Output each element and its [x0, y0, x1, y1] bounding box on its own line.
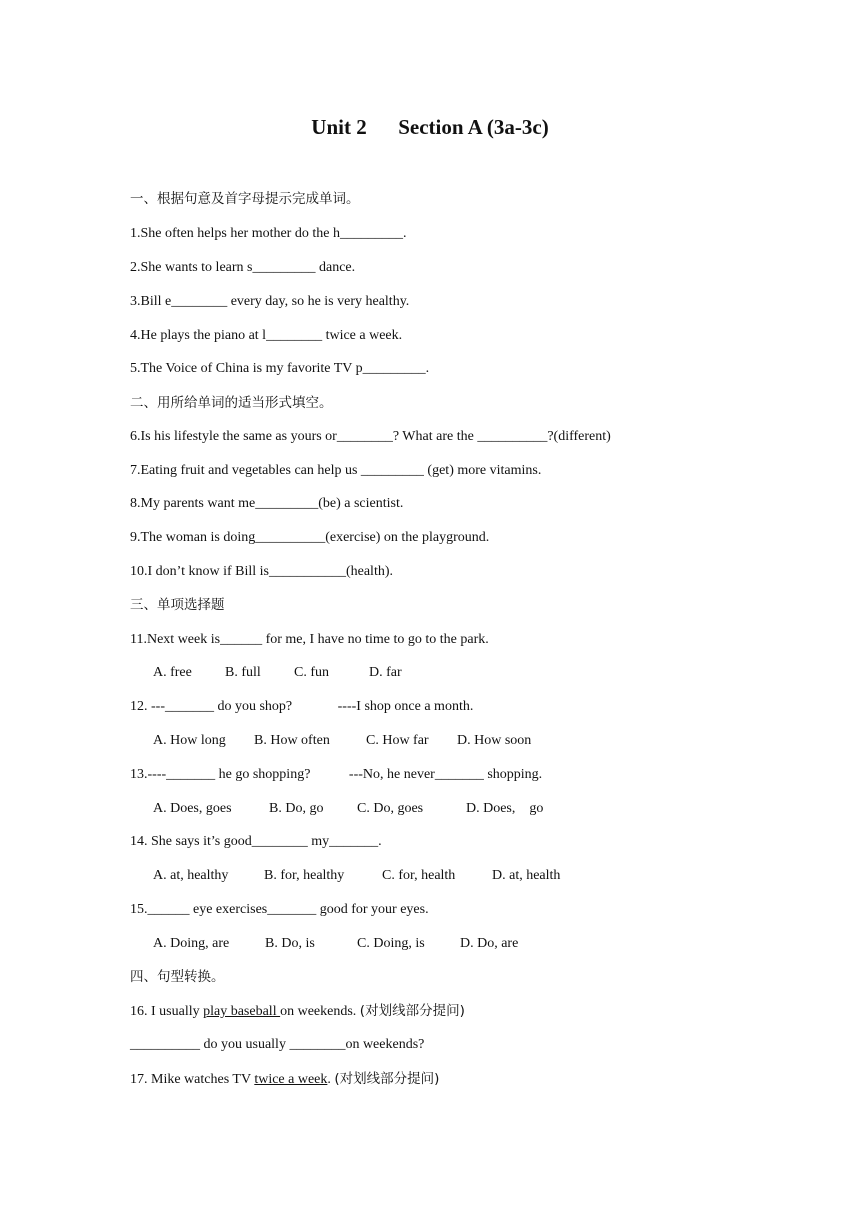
option-d: D. far [369, 665, 402, 680]
option-c: C. Do, goes [357, 801, 424, 816]
section-heading-2: 二、用所给单词的适当形式填空。 [130, 395, 333, 411]
section-heading-3: 三、单项选择题 [130, 597, 225, 613]
question-8: 8.My parents want me_________(be) a scientist. [130, 496, 404, 511]
question-16-answer: __________ do you usually ________on weekends? [130, 1037, 425, 1052]
question-2: 2.She wants to learn s_________ dance. [130, 260, 356, 275]
question-16-pre: 16. I usually [130, 1004, 204, 1019]
option-d: D. Do, are [460, 936, 519, 951]
question-9: 9.The woman is doing__________(exercise) on the playground. [130, 530, 490, 545]
section-heading-1: 一、根据句意及首字母提示完成单词。 [130, 191, 360, 207]
question-14-stem: 14. She says it’s good________ my_______. [130, 834, 382, 849]
option-c: C. Doing, is [357, 936, 425, 951]
option-c: C. for, health [382, 868, 456, 883]
question-11-stem: 11.Next week is______ for me, I have no time to go to the park. [130, 632, 489, 647]
option-d: D. How soon [457, 733, 532, 748]
option-b: B. for, healthy [264, 868, 345, 883]
option-a: A. How long [153, 733, 226, 748]
question-17 [130, 1069, 439, 1090]
question-4: 4.He plays the piano at l________ twice a week. [130, 328, 403, 343]
option-b: B. Do, is [265, 936, 315, 951]
question-17-underlined: twice a week [254, 1072, 328, 1087]
question-7: 7.Eating fruit and vegetables can help us _________ (get) more vitamins. [130, 463, 542, 478]
page-title: Unit 2 Section A (3a-3c) [311, 115, 549, 139]
option-c: C. How far [366, 733, 429, 748]
question-12-stem: 12. ---_______ do you shop? ----I shop once a month. [130, 699, 474, 714]
question-15-stem: 15.______ eye exercises_______ good for your eyes. [130, 902, 429, 917]
question-5: 5.The Voice of China is my favorite TV p_________. [130, 361, 430, 376]
option-a: A. Does, goes [153, 801, 232, 816]
question-10: 10.I don’t know if Bill is___________(health). [130, 564, 393, 579]
option-a: A. Doing, are [153, 936, 230, 951]
option-a: A. at, healthy [153, 868, 229, 883]
question-17-post: . [327, 1072, 335, 1087]
option-d: D. at, health [492, 868, 561, 883]
option-b: B. full [225, 665, 261, 680]
question-13-stem: 13.----_______ he go shopping? ---No, he never_______ shopping. [130, 767, 543, 782]
option-b: B. How often [254, 733, 330, 748]
option-c: C. fun [294, 665, 329, 680]
question-16-post: on weekends. [280, 1004, 360, 1019]
question-3: 3.Bill e________ every day, so he is very healthy. [130, 294, 410, 309]
option-b: B. Do, go [269, 801, 324, 816]
question-17-note: (对划线部分提问) [334, 1071, 440, 1087]
option-d: D. Does, go [466, 801, 544, 816]
section-heading-4: 四、句型转换。 [130, 969, 225, 985]
question-6: 6.Is his lifestyle the same as yours or________? What are the __________?(different) [130, 429, 611, 444]
question-16-note: (对划线部分提问) [359, 1003, 465, 1019]
question-1: 1.She often helps her mother do the h_________. [130, 226, 407, 241]
question-17-pre: 17. Mike watches TV [130, 1072, 255, 1087]
question-16-underlined: play baseball [203, 1004, 281, 1019]
option-a: A. free [153, 665, 192, 680]
question-16 [130, 1001, 465, 1022]
